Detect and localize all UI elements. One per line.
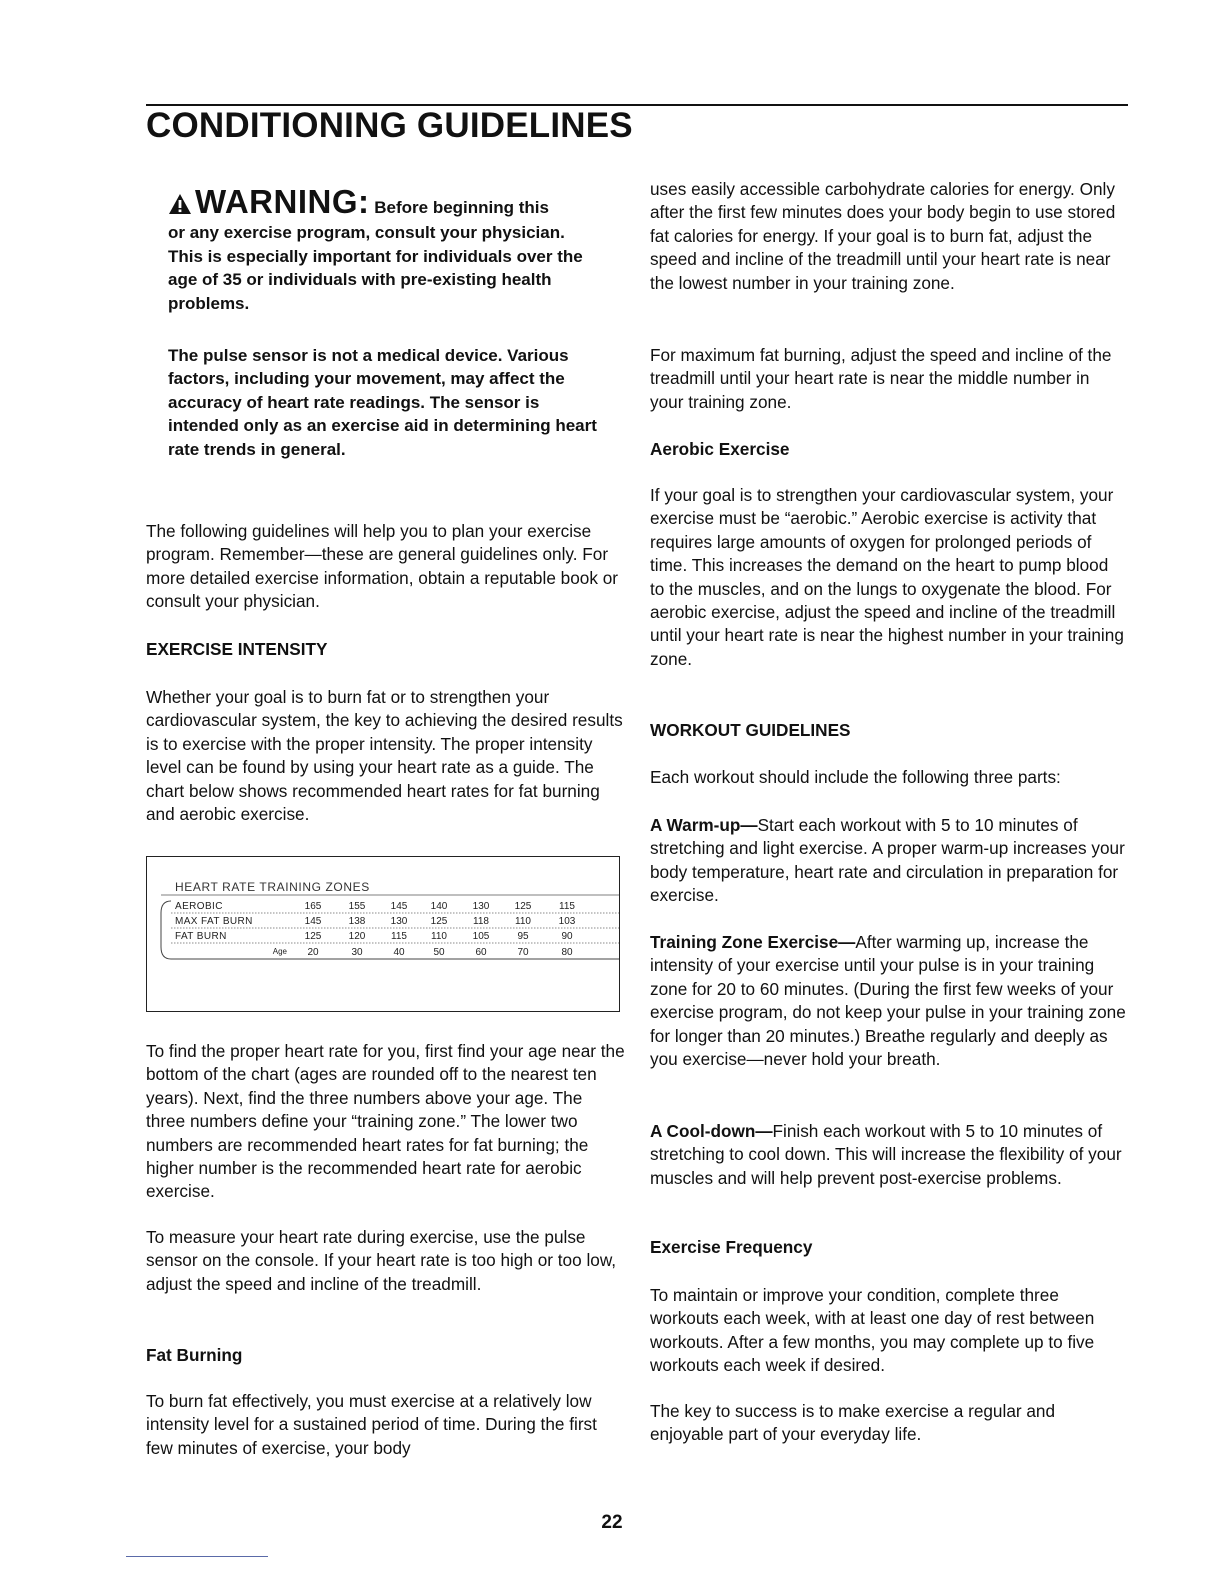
warning-lead: Before beginning this [374, 198, 549, 217]
cell-2-1: 120 [348, 931, 366, 942]
age-2: 40 [393, 947, 405, 958]
chart-left-bracket [161, 901, 171, 959]
cell-2-5: 95 [517, 931, 529, 942]
training-zone-lead: Training Zone Exercise— [650, 932, 856, 952]
chart-title: HEART RATE TRAINING ZONES [175, 880, 370, 894]
cell-2-3: 110 [431, 931, 447, 942]
fat-burning-heading: Fat Burning [146, 1345, 243, 1365]
age-6: 80 [561, 947, 573, 958]
age-1: 30 [351, 947, 363, 958]
warning-label: WARNING: [195, 183, 370, 220]
warning-body: or any exercise program, consult your physician. This is especially important for individuals over the age of 35 or individuals with pre-existing health problems. [168, 223, 583, 313]
aerobic-paragraph: If your goal is to strengthen your cardiovascular system, your exercise must be “aerobic.” Aerobic exercise is activity that requires large amounts of oxygen for prolonged periods of time. This increases the demand on the heart to pump blood to the muscles, and on the lungs to oxygenate the blood. For aerobic exercise, adjust the speed and incline of the treadmill until your heart rate is near the highest number in your training zone. [650, 485, 1124, 669]
cell-0-0: 165 [304, 901, 322, 912]
cell-1-4: 118 [473, 916, 489, 927]
row-label-0: AEROBIC [175, 901, 223, 912]
page-number: 22 [601, 1512, 623, 1533]
cell-1-0: 145 [304, 916, 322, 927]
cooldown-paragraph [650, 1120, 1126, 1190]
cell-0-4: 130 [472, 901, 490, 912]
exercise-frequency-heading: Exercise Frequency [650, 1237, 813, 1257]
warmup-paragraph [650, 814, 1126, 908]
row-label-1: MAX FAT BURN [175, 916, 253, 927]
cell-2-6: 90 [561, 931, 573, 942]
intensity-paragraph: Whether your goal is to burn fat or to strengthen your cardiovascular system, the key to achieving the desired results is to exercise with the proper intensity. The proper intensity level can be found by using your heart rate as a guide. The chart below shows recommended heart rates for fat burning and aerobic exercise. [146, 687, 623, 825]
exercise-intensity-heading: EXERCISE INTENSITY [146, 639, 328, 659]
intro-paragraph: The following guidelines will help you to plan your exercise program. Remember—these are general guidelines only. For more detailed exercise information, obtain a reputable book or consult your physician. [146, 521, 618, 612]
cell-1-2: 130 [390, 916, 408, 927]
cell-0-1: 155 [348, 901, 366, 912]
footer-rule [126, 1556, 268, 1557]
cell-0-5: 125 [514, 901, 532, 912]
cell-2-0: 125 [304, 931, 322, 942]
cell-1-1: 138 [348, 916, 366, 927]
warmup-lead: A Warm-up— [650, 815, 758, 835]
heart-rate-chart [146, 856, 620, 1012]
cell-2-2: 115 [391, 931, 407, 942]
cell-0-3: 140 [430, 901, 448, 912]
aerobic-heading: Aerobic Exercise [650, 439, 790, 459]
cooldown-text: Finish each workout with 5 to 10 minutes of stretching to cool down. This will increase the flexibility of your muscles and will help prevent post-exercise problems. [650, 1121, 1122, 1188]
cell-2-4: 105 [472, 931, 490, 942]
max-fat-paragraph: For maximum fat burning, adjust the speed and incline of the treadmill until your heart rate is near the middle number in your training zone. [650, 345, 1112, 412]
training-zone-paragraph [650, 931, 1126, 1071]
cooldown-lead: A Cool-down— [650, 1121, 773, 1141]
age-label: Age [272, 947, 287, 956]
cell-1-3: 125 [430, 916, 448, 927]
age-4: 60 [475, 947, 487, 958]
cell-0-6: 115 [559, 901, 575, 912]
age-3: 50 [433, 947, 445, 958]
cell-1-6: 103 [558, 916, 576, 927]
warmup-text: Start each workout with 5 to 10 minutes of stretching and light exercise. A proper warm-up increases your body temperature, heart rate and circulation in preparation for exercise. [650, 815, 1125, 906]
frequency-paragraph: To maintain or improve your condition, complete three workouts each week, with at least one day of rest between workouts. After a few months, you may complete up to five workouts each week if desired. [650, 1285, 1095, 1376]
fat-burning-paragraph: To burn fat effectively, you must exercise at a relatively low intensity level for a sustained period of time. During the first few minutes of exercise, your body [146, 1391, 597, 1458]
page-title: CONDITIONING GUIDELINES [146, 106, 633, 145]
age-0: 20 [307, 947, 319, 958]
cell-1-5: 110 [515, 916, 531, 927]
age-5: 70 [517, 947, 529, 958]
sensor-note: The pulse sensor is not a medical device. Various factors, including your movement, may affect the accuracy of heart rate readings. The sensor is intended only as an exercise aid in determining heart rate trends in general. [168, 346, 597, 459]
cell-0-2: 145 [390, 901, 408, 912]
warning-block [168, 183, 626, 315]
closing-paragraph: The key to success is to make exercise a regular and enjoyable part of your everyday life. [650, 1401, 1056, 1445]
row-label-2: FAT BURN [175, 931, 227, 942]
find-rate-paragraph: To find the proper heart rate for you, first find your age near the bottom of the chart (ages are rounded off to the nearest ten years). Next, find the three numbers above your age. The three numbers define your “training zone.” The lower two numbers are recommended heart rates for fat burning; the higher number is the recommended heart rate for aerobic exercise. [146, 1041, 625, 1202]
workout-guidelines-heading: WORKOUT GUIDELINES [650, 720, 851, 740]
training-zone-text: After warming up, increase the intensity of your exercise until your pulse is in your training zone for 20 to 60 minutes. (During the first few weeks of your exercise program, do not keep your pulse in your training zone for longer than 20 minutes.) Breathe regularly and deeply as you exercise—never hold your breath. [650, 932, 1126, 1070]
workout-intro: Each workout should include the following three parts: [650, 767, 1061, 787]
measure-paragraph: To measure your heart rate during exercise, use the pulse sensor on the console. If your heart rate is too high or too low, adjust the speed and incline of the treadmill. [146, 1227, 617, 1294]
heart-rate-chart-svg [147, 857, 621, 1013]
continued-paragraph: uses easily accessible carbohydrate calories for energy. Only after the first few minutes does your body begin to use stored fat calories for energy. If your goal is to burn fat, adjust the speed and incline of the treadmill until your heart rate is near the lowest number in your training zone. [650, 179, 1116, 293]
warning-triangle-icon [168, 193, 192, 221]
